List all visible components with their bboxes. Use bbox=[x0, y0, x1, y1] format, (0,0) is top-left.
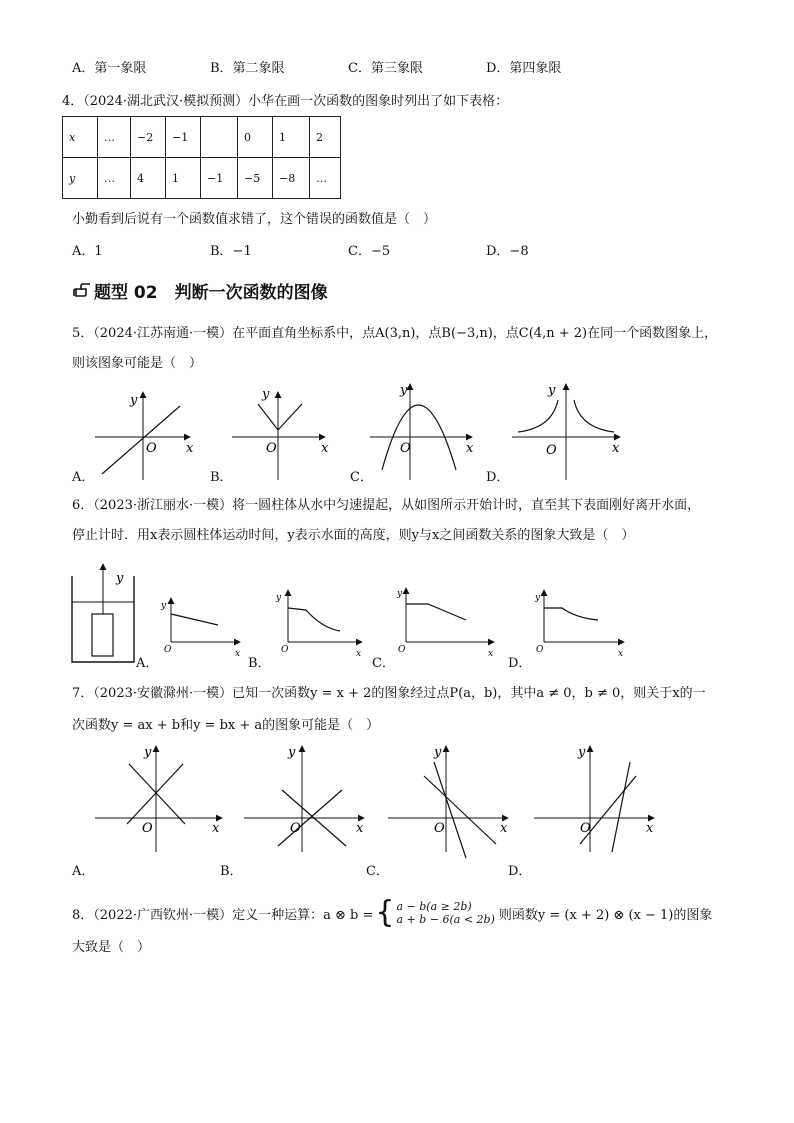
svg-text:x: x bbox=[235, 649, 241, 659]
table-cell: −1 bbox=[201, 158, 238, 199]
q5-option-c[interactable]: C． bbox=[350, 470, 373, 485]
table-cell: … bbox=[310, 158, 341, 199]
svg-text:O: O bbox=[580, 821, 591, 836]
origin-label: O bbox=[146, 441, 157, 456]
q6-option-a[interactable]: A． bbox=[136, 656, 159, 671]
table-cell: −2 bbox=[131, 117, 166, 158]
table-cell: −5 bbox=[238, 158, 273, 199]
svg-text:y: y bbox=[578, 745, 586, 760]
svg-text:x: x bbox=[488, 649, 494, 659]
q8-case-2: a + b − 6(a < 2b) bbox=[396, 913, 495, 926]
q8-line1 bbox=[72, 895, 713, 930]
svg-text:x: x bbox=[466, 441, 474, 456]
q3-option-c[interactable]: C．第三象限 bbox=[348, 61, 423, 76]
q6-line2: 停止计时．用x表示圆柱体运动时间，y表示水面的高度，则y与x之间函数关系的图象大致是（ ） bbox=[72, 528, 635, 543]
svg-text:y: y bbox=[548, 383, 556, 398]
q7-graph-b[interactable] bbox=[244, 745, 364, 852]
svg-text:O: O bbox=[290, 821, 301, 836]
q7-graphs bbox=[0, 740, 794, 860]
svg-text:y: y bbox=[397, 589, 403, 599]
q6-graph-a[interactable] bbox=[160, 598, 240, 659]
table-row bbox=[63, 158, 341, 199]
q6-option-d[interactable]: D． bbox=[508, 656, 532, 671]
svg-text:x: x bbox=[500, 821, 508, 836]
q8-line2: 大致是（ ） bbox=[72, 940, 151, 955]
svg-text:x: x bbox=[212, 821, 220, 836]
table-cell: y bbox=[63, 158, 98, 199]
svg-text:O: O bbox=[266, 441, 277, 456]
svg-text:y: y bbox=[535, 593, 541, 603]
q7-line1: 7．（2023·安徽滁州·一模）已知一次函数y = x + 2的图象经过点P(a，b)，其中a ≠ 0，b ≠ 0，则关于x的一 bbox=[72, 686, 706, 701]
q8-prefix: 8．（2022·广西钦州·一模）定义一种运算：a ⊗ b = bbox=[72, 907, 374, 923]
q4-option-a[interactable]: A．1 bbox=[72, 244, 103, 259]
svg-text:y: y bbox=[144, 745, 152, 760]
svg-text:O: O bbox=[164, 645, 172, 655]
q5-option-b[interactable]: B． bbox=[210, 470, 233, 485]
svg-text:x: x bbox=[356, 821, 364, 836]
hand-pointer-icon bbox=[72, 283, 92, 299]
table-cell: 2 bbox=[310, 117, 341, 158]
q4-option-d[interactable]: D．−8 bbox=[486, 244, 529, 259]
svg-text:y: y bbox=[400, 383, 408, 398]
svg-text:x: x bbox=[321, 441, 329, 456]
q7-line2: 次函数y = ax + b和y = bx + a的图象可能是（ ） bbox=[72, 718, 380, 733]
q7-option-c[interactable]: C． bbox=[366, 864, 389, 879]
table-cell: 1 bbox=[273, 117, 310, 158]
q3-option-b[interactable]: B．第二象限 bbox=[210, 61, 285, 76]
q4-value-table bbox=[62, 116, 341, 199]
table-cell: … bbox=[98, 158, 131, 199]
q6-graph-b[interactable] bbox=[275, 590, 362, 659]
table-row bbox=[63, 117, 341, 158]
axis-y-label: y bbox=[130, 393, 138, 408]
table-cell: 0 bbox=[238, 117, 273, 158]
q6-line1: 6．（2023·浙江丽水·一模）将一圆柱体从水中匀速提起，从如图所示开始计时，直至其下表面刚好离开水面， bbox=[72, 498, 701, 513]
svg-text:y: y bbox=[161, 601, 167, 611]
q7-graph-a[interactable] bbox=[95, 745, 222, 852]
q3-option-a[interactable]: A．第一象限 bbox=[72, 61, 147, 76]
q7-graph-d[interactable] bbox=[534, 745, 654, 852]
q5-graph-d[interactable] bbox=[512, 383, 620, 480]
q4-option-b[interactable]: B．−1 bbox=[210, 244, 252, 259]
table-cell: 4 bbox=[131, 158, 166, 199]
svg-text:O: O bbox=[142, 821, 153, 836]
svg-text:O: O bbox=[281, 645, 289, 655]
q3-option-d[interactable]: D．第四象限 bbox=[486, 61, 562, 76]
q6-graph-d[interactable] bbox=[534, 590, 624, 659]
q8-case-1: a − b(a ≥ 2b) bbox=[396, 900, 472, 913]
svg-text:O: O bbox=[536, 645, 544, 655]
q6-option-b[interactable]: B． bbox=[248, 656, 271, 671]
section-heading bbox=[72, 278, 328, 303]
q5-line2: 则该图象可能是（ ） bbox=[72, 356, 203, 371]
svg-text:O: O bbox=[398, 645, 406, 655]
cylinder-container-figure bbox=[72, 564, 134, 662]
svg-text:x: x bbox=[646, 821, 654, 836]
q7-option-b[interactable]: B． bbox=[220, 864, 243, 879]
svg-text:O: O bbox=[546, 443, 557, 458]
svg-text:x: x bbox=[612, 441, 620, 456]
q5-graph-a[interactable] bbox=[95, 392, 194, 480]
q8-cases bbox=[396, 900, 494, 926]
svg-text:O: O bbox=[434, 821, 445, 836]
q7-option-d[interactable]: D． bbox=[508, 864, 532, 879]
svg-text:O: O bbox=[400, 441, 411, 456]
table-cell: x bbox=[63, 117, 98, 158]
q6-option-c[interactable]: C． bbox=[372, 656, 395, 671]
q6-graphs bbox=[0, 562, 794, 672]
brace-glyph: { bbox=[375, 895, 395, 930]
q4-option-c[interactable]: C．−5 bbox=[348, 244, 391, 259]
q5-option-d[interactable]: D． bbox=[486, 470, 510, 485]
q5-option-a[interactable]: A． bbox=[72, 470, 95, 485]
axis-x-label: x bbox=[186, 441, 194, 456]
table-cell: … bbox=[98, 117, 131, 158]
q4-follow: 小勤看到后说有一个函数值求错了，这个错误的函数值是（ ） bbox=[72, 212, 437, 227]
q8-suffix: 则函数y = (x + 2) ⊗ (x − 1)的图象 bbox=[498, 907, 713, 923]
svg-text:x: x bbox=[356, 649, 362, 659]
section-title: 题型 02 判断一次函数的图像 bbox=[94, 283, 328, 303]
svg-text:y: y bbox=[276, 593, 282, 603]
q5-line1: 5．（2024·江苏南通·一模）在平面直角坐标系中，点A(3,n)，点B(−3,n)，点C(4,n + 2)在同一个函数图象上， bbox=[72, 326, 718, 341]
svg-text:y: y bbox=[116, 571, 124, 586]
table-cell bbox=[201, 117, 238, 158]
table-cell: 1 bbox=[166, 158, 201, 199]
q5-graph-b[interactable] bbox=[232, 387, 329, 480]
q6-graph-c[interactable] bbox=[396, 588, 494, 659]
svg-text:y: y bbox=[262, 387, 270, 402]
table-cell: −1 bbox=[166, 117, 201, 158]
q7-graph-c[interactable] bbox=[388, 745, 508, 858]
svg-text:x: x bbox=[618, 649, 624, 659]
svg-text:y: y bbox=[434, 745, 442, 760]
q5-graphs bbox=[0, 380, 794, 490]
table-cell: −8 bbox=[273, 158, 310, 199]
q5-graph-c[interactable] bbox=[370, 383, 474, 480]
q7-option-a[interactable]: A． bbox=[72, 864, 95, 879]
q4-stem: 4．（2024·湖北武汉·模拟预测）小华在画一次函数的图象时列出了如下表格： bbox=[62, 94, 509, 109]
svg-text:y: y bbox=[288, 745, 296, 760]
